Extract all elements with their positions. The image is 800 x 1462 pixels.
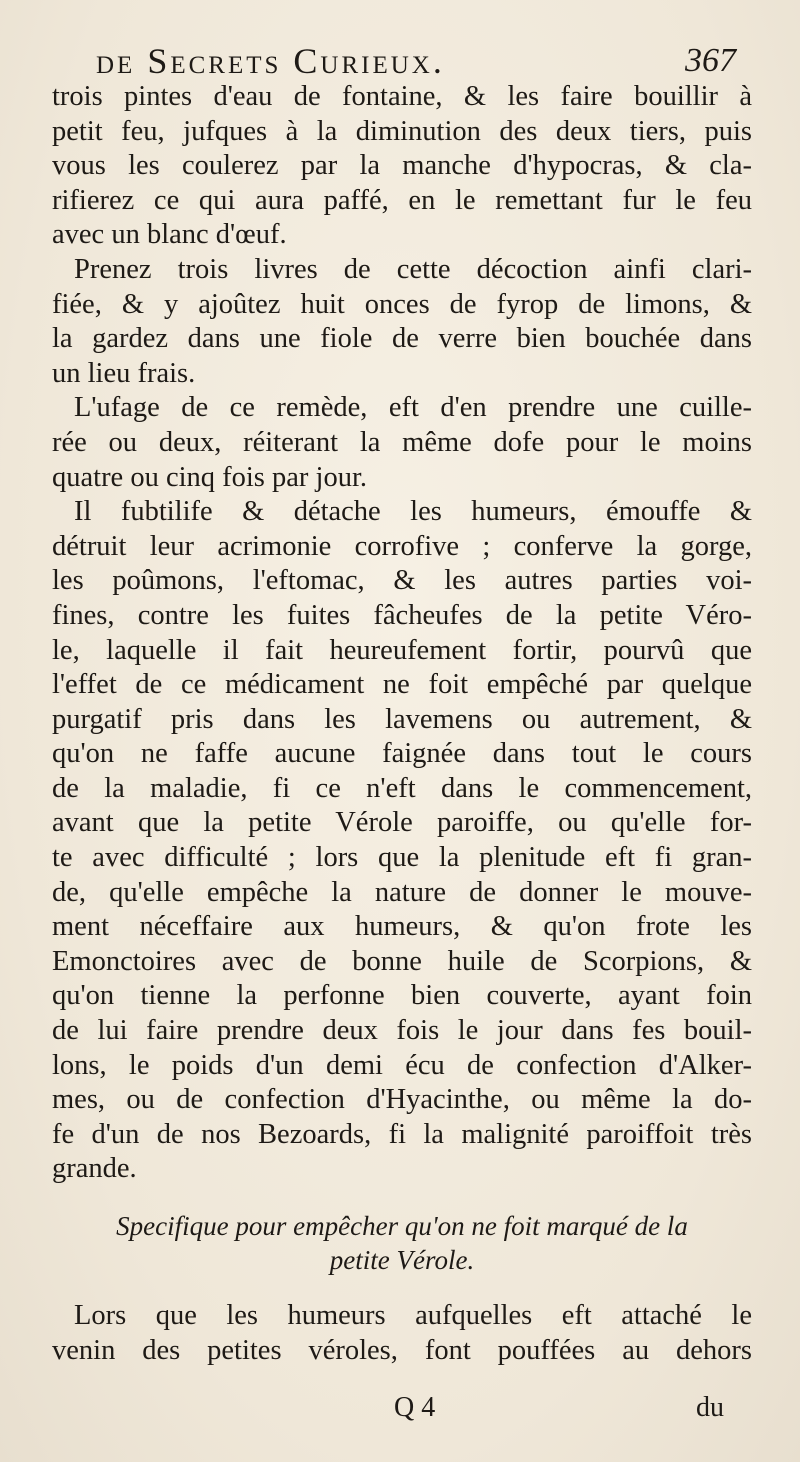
- text-line: ment néceffaire aux humeurs, & qu'on frote les: [52, 911, 752, 943]
- text-line: de lui faire prendre deux fois le jour dans fes bouil-: [52, 1015, 752, 1047]
- signature-mark: Q 4: [394, 1392, 436, 1423]
- section-gap: [52, 1187, 752, 1209]
- text-line: l'effet de ce médicament ne foit empêché par quelque: [52, 669, 752, 701]
- text-line: fiée, & y ajoûtez huit onces de fyrop de limons, &: [52, 288, 752, 320]
- section-heading-continued: petite Vérole.: [329, 1245, 475, 1275]
- text-line: quatre ou cinq fois par jour.: [52, 461, 368, 493]
- text-line: lons, le poids d'un demi écu de confection d'Alker-: [52, 1049, 752, 1081]
- text-line: qu'on tienne la perfonne bien couverte, ayant foin: [52, 980, 752, 1012]
- text-line: le, laquelle il fait heureufement fortir, pourvû que: [52, 634, 752, 666]
- text-line: L'ufage de ce remède, eft d'en prendre une cuille-: [74, 392, 752, 424]
- text-line: fines, contre les fuites fâcheufes de la petite Véro-: [52, 599, 752, 631]
- text-line: rée ou deux, réiterant la même dofe pour le moins: [52, 426, 752, 458]
- text-line: la gardez dans une fiole de verre bien bouchée dans: [52, 323, 752, 355]
- page-number: 367: [685, 42, 736, 79]
- text-line: Lors que les humeurs aufquelles eft attaché le: [74, 1300, 752, 1331]
- text-line: détruit leur acrimonie corrofive ; conferve la gorge,: [52, 530, 752, 562]
- text-line: mes, ou de confection d'Hyacinthe, ou même la do-: [52, 1084, 752, 1116]
- text-line: qu'on ne faffe aucune faignée dans tout le cours: [52, 738, 752, 770]
- text-line: purgatif pris dans les lavemens ou autrement, &: [52, 703, 752, 735]
- page-footer: [0, 1392, 800, 1432]
- running-head: de Secrets Curieux.: [96, 41, 445, 81]
- text-line: Il fubtilife & détache les humeurs, émouffe &: [74, 496, 752, 528]
- text-line: trois pintes d'eau de fontaine, & les faire bouillir à: [52, 81, 752, 112]
- text-line: venin des petites véroles, font pouffées au dehors: [52, 1334, 752, 1366]
- text-line: petit feu, jufques à la diminution des deux tiers, puis: [52, 115, 752, 147]
- text-line: un lieu frais.: [52, 357, 196, 389]
- catchword: du: [696, 1392, 724, 1423]
- body-text: [52, 80, 752, 1368]
- section-gap: [52, 1277, 752, 1299]
- text-line: avant que la petite Vérole paroiffe, ou qu'elle for-: [52, 807, 752, 839]
- text-line: de la maladie, fi ce n'eft dans le commencement,: [52, 772, 752, 804]
- text-line: les poûmons, l'eftomac, & les autres parties voi-: [52, 565, 752, 597]
- text-line: fe d'un de nos Bezoards, fi la malignité paroiffoit très: [52, 1118, 752, 1150]
- text-line: avec un blanc d'œuf.: [52, 219, 287, 251]
- text-line: rifierez ce qui aura paffé, en le remettant fur le feu: [52, 184, 752, 216]
- text-line: vous les coulerez par la manche d'hypocras, & cla-: [52, 150, 752, 182]
- text-line: grande.: [52, 1153, 137, 1185]
- text-line: Emonctoires avec de bonne huile de Scorpions, &: [52, 945, 752, 977]
- text-line: te avec difficulté ; lors que la plenitude eft fi gran-: [52, 842, 752, 874]
- text-line: de, qu'elle empêche la nature de donner le mouve-: [52, 876, 752, 908]
- section-heading: Specifique pour empêcher qu'on ne foit marqué de la: [116, 1211, 688, 1241]
- text-line: Prenez trois livres de cette décoction ainfi clari-: [74, 253, 752, 285]
